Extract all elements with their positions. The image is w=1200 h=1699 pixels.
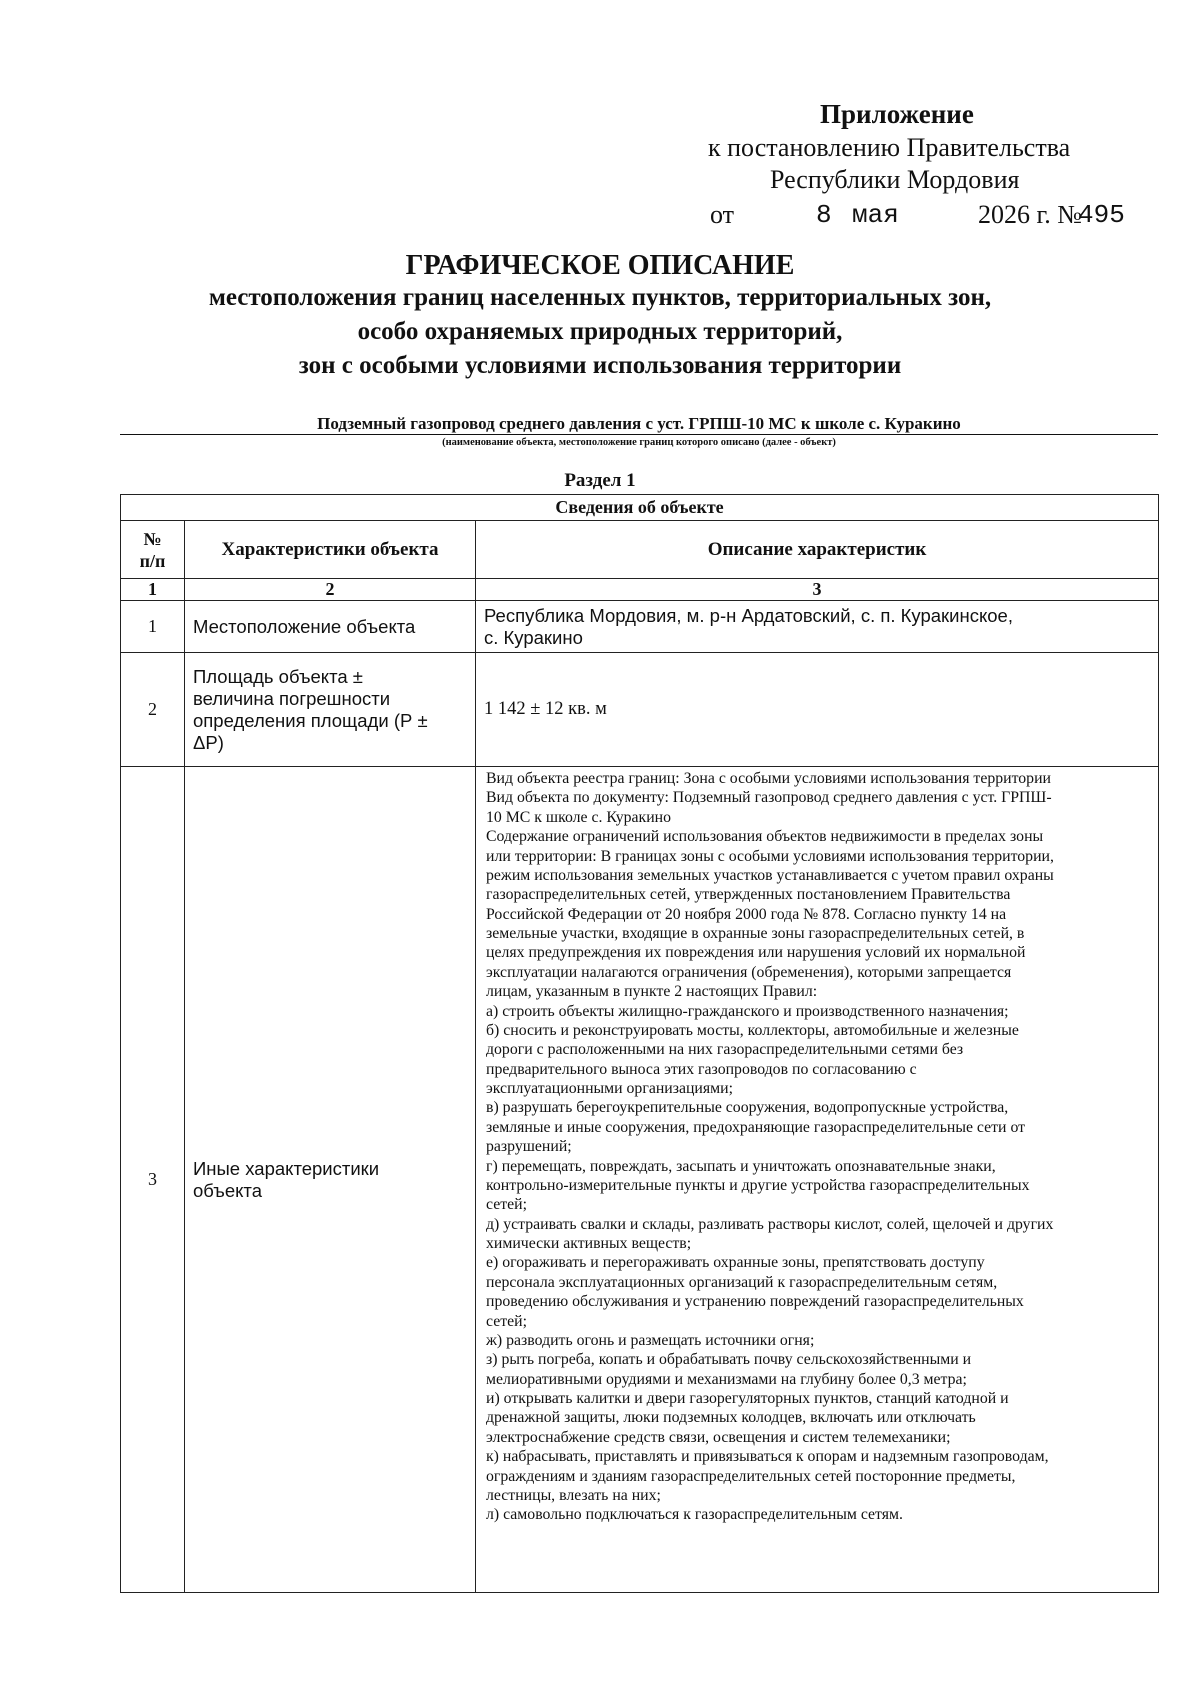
text-line: объекта [193,1179,262,1201]
text-line: эксплуатационными организациями; [486,1080,733,1097]
text-line: дороги с расположенными на них газораспределительными сетями без [486,1041,964,1059]
text-line: контрольно-измерительные пункты и другие устройства газораспределительных [486,1176,1030,1194]
text-line: Республика Мордовия, м. р-н Ардатовский, с. п. Куракинское, [484,604,1013,626]
text-line: Иные характеристики [193,1157,380,1179]
text-line: эксплуатации налагаются ограничения (обременения), которыми запрещается [486,963,1012,981]
text-line: определения площади (Р ± [193,709,428,731]
column-number-row [121,579,1159,601]
row-characteristic [185,767,476,1593]
object-name-note: (наименование объекта, местоположение границ которого описано (далее - объект) [442,437,836,448]
row-number: 1 [121,601,185,653]
text-line: лестницы, влезать на них; [486,1486,661,1504]
text-line: ΔР) [193,731,224,753]
text-line: е) огораживать и перегораживать охранные зоны, препятствовать доступу [486,1254,985,1272]
text-line: ж) разводить огонь и размещать источники огня; [486,1331,815,1349]
text-line: сетей; [486,1312,527,1330]
text-line: разрушений; [486,1138,572,1156]
text-line: химически активных веществ; [486,1235,692,1252]
table-row [121,767,1159,1593]
table-title: Сведения об объекте [121,495,1159,521]
row-description [476,601,1159,653]
row-characteristic [185,653,476,767]
text-line: в) разрушать берегоукрепительные сооружения, водопропускные устройства, [486,1099,1009,1117]
decree-number: 495 [1078,200,1125,230]
text-line: персонала эксплуатационных организаций к газораспределительным сетям, [486,1273,998,1291]
text-line: ограждениям и зданиям газораспределительных сетей посторонние предметы, [486,1467,1016,1485]
date-prefix: от [710,200,735,229]
text-line: 10 МС к школе с. Куракино [486,808,672,826]
text-line: целях предупреждения их повреждения или нарушения условий их нормальной [486,944,1026,962]
row-number: 2 [121,653,185,767]
text-line: с. Куракино [484,626,583,648]
table-header-row [121,521,1159,579]
text-line: земельные участки, входящие в охранные зоны газораспределительных сетей, в [486,925,1025,942]
text-line: б) сносить и реконструировать мосты, коллекторы, автомобильные и железные [486,1021,1019,1039]
text-line: земляные и иные сооружения, предохраняющие газораспределительные сети от [486,1118,1026,1136]
row-description: 1 142 ± 12 кв. м [476,653,1159,767]
text-line: предварительного выноса этих газопроводов по согласованию с [486,1060,917,1078]
text-line: Содержание ограничений использования объектов недвижимости в пределах зоны [486,828,1044,846]
text-line: а) строить объекты жилищно-гражданского и производственного назначения; [486,1002,1009,1020]
header-number-abbr: п/п [139,550,166,571]
date-year: 2026 г. № [978,200,1083,229]
text-line: л) самовольно подключаться к газораспределительным сетям. [486,1506,903,1524]
section-title: Раздел 1 [564,470,636,491]
header-number [121,521,185,579]
text-line: Вид объекта по документу: Подземный газопровод среднего давления с уст. ГРПШ- [486,789,1052,807]
text-line: д) устраивать свалки и склады, разливать растворы кислот, солей, щелочей и других [486,1215,1054,1233]
text-line: величина погрешности [193,687,391,709]
column-number: 3 [476,579,1159,601]
date-day: 8 [816,200,832,230]
table-row [121,653,1159,767]
document-subtitle-line-2: особо охраняемых природных территорий, [357,318,843,345]
text-line: или территории: В границах зоны с особыми условиями использования территории, [486,847,1054,865]
text-line: режим использования земельных участков устанавливается с учетом правил охраны [486,866,1054,884]
object-info-table [120,494,1159,1593]
appendix-line-decree: к постановлению Правительства [708,133,1071,162]
appendix-line-republic: Республики Мордовия [770,165,1020,194]
appendix-header [640,96,1140,234]
appendix-date-line [640,198,1140,234]
header-description: Описание характеристик [476,521,1159,579]
text-line: Площадь объекта ± [193,665,363,687]
text-line: проведению обслуживания и устранению повреждений газораспределительных [486,1293,1024,1311]
column-number: 2 [185,579,476,601]
text-line: газораспределительных сетей, утвержденных постановлением Правительства [486,886,1011,904]
row-characteristic: Местоположение объекта [185,601,476,653]
text-line: з) рыть погреба, копать и обрабатывать почву сельскохозяйственными и [486,1351,972,1369]
row-number: 3 [121,767,185,1593]
header-characteristic: Характеристики объекта [185,521,476,579]
text-line: Вид объекта реестра границ: Зона с особыми условиями использования территории [486,770,1051,787]
object-name-underline [120,434,1158,435]
date-month: мая [852,200,899,230]
document-title: ГРАФИЧЕСКОЕ ОПИСАНИЕ [405,250,795,281]
text-line: электроснабжение средств связи, освещения и систем телемеханики; [486,1428,951,1446]
text-line: г) перемещать, повреждать, засыпать и уничтожать опознавательные знаки, [486,1157,996,1175]
column-number: 1 [121,579,185,601]
text-line: Российской Федерации от 20 ноября 2000 года № 878. Согласно пункту 14 на [486,905,1007,923]
text-line: лицам, указанным в пункте 2 настоящих Правил: [486,983,818,1001]
header-number-symbol: № [143,528,162,549]
text-line: к) набрасывать, приставлять и привязываться к опорам и надземным газопроводам, [486,1448,1049,1466]
document-subtitle-line-3: зон с особыми условиями использования территории [298,352,902,379]
text-line: мелиоративными орудиями и механизмами на глубину более 0,3 метра; [486,1370,967,1388]
document-subtitle-line-1: местоположения границ населенных пунктов, территориальных зон, [208,284,992,311]
table-row [121,601,1159,653]
appendix-title: Приложение [820,99,974,129]
object-name: Подземный газопровод среднего давления с уст. ГРПШ-10 МС к школе с. Куракино [317,414,961,433]
table-title-row [121,495,1159,521]
row-description [476,767,1159,1593]
text-line: дренажной защиты, люки подземных колодцев, включать или отключать [486,1409,976,1427]
text-line: сетей; [486,1196,527,1214]
text-line: и) открывать калитки и двери газорегуляторных пунктов, станций катодной и [486,1390,1009,1407]
